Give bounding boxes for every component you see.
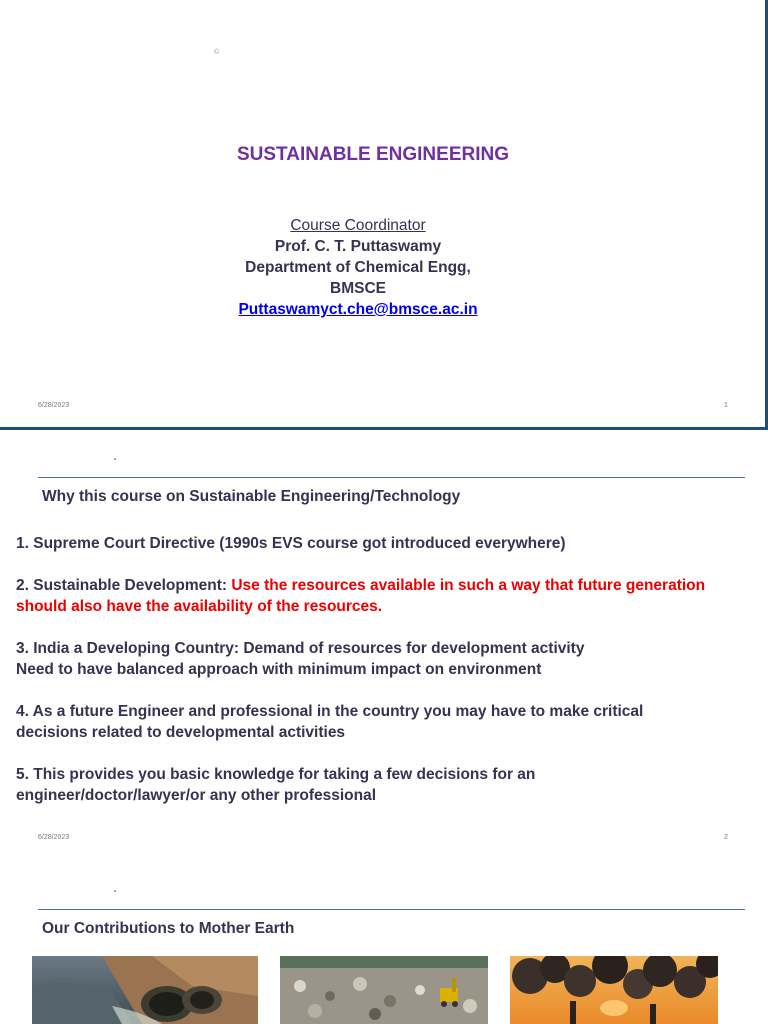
point-3-line-2: Need to have balanced approach with minimum impact on environment	[16, 661, 542, 678]
coordinator-name: Prof. C. T. Puttaswamy	[274, 238, 442, 255]
slide-3-divider	[38, 909, 745, 910]
point-3	[16, 638, 746, 680]
point-5: 5. This provides you basic knowledge for taking a few decisions for an engineer/doctor/lawyer/or any other professional	[16, 766, 536, 804]
copyright-mark: ©	[214, 49, 220, 56]
smoke-pollution-photo	[510, 956, 718, 1024]
slide-3-dot	[114, 890, 116, 892]
landfill-photo	[280, 956, 488, 1024]
slide-1	[0, 0, 768, 428]
slide-2	[0, 430, 768, 862]
coordinator-department: Department of Chemical Engg,	[245, 259, 471, 276]
slide-2-date: 6/28/2023	[38, 834, 70, 841]
coordinator-email-link[interactable]: Puttaswamyct.che@bmsce.ac.in	[238, 301, 478, 318]
slide-2-heading: Why this course on Sustainable Engineering/Technology	[42, 488, 461, 505]
coordinator-block	[0, 215, 716, 320]
point-2-lead: 2. Sustainable Development:	[16, 577, 232, 594]
slide-2-page-number: 2	[724, 834, 728, 841]
point-2	[16, 575, 746, 617]
point-4: 4. As a future Engineer and professional in the country you may have to make critical decisions related to developmental activities	[16, 703, 644, 741]
sewage-pipe-photo	[32, 956, 258, 1024]
slide-2-dot	[114, 458, 116, 460]
slide-3	[0, 862, 768, 1024]
coordinator-institute: BMSCE	[330, 280, 386, 297]
slide-2-divider	[38, 477, 745, 478]
point-2-highlight: Use the resources available in such a way that future generation should also have the availability of the resources.	[16, 577, 706, 615]
coordinator-label: Course Coordinator	[290, 217, 426, 234]
point-1: 1. Supreme Court Directive (1990s EVS course got introduced everywhere)	[16, 535, 566, 552]
slide-3-heading: Our Contributions to Mother Earth	[42, 920, 295, 937]
slide-1-page-number: 1	[724, 402, 728, 409]
slide-1-date: 6/28/2023	[38, 402, 70, 409]
slide-1-title: SUSTAINABLE ENGINEERING	[236, 144, 509, 165]
point-3-line-1: 3. India a Developing Country: Demand of resources for development activity	[16, 640, 585, 657]
